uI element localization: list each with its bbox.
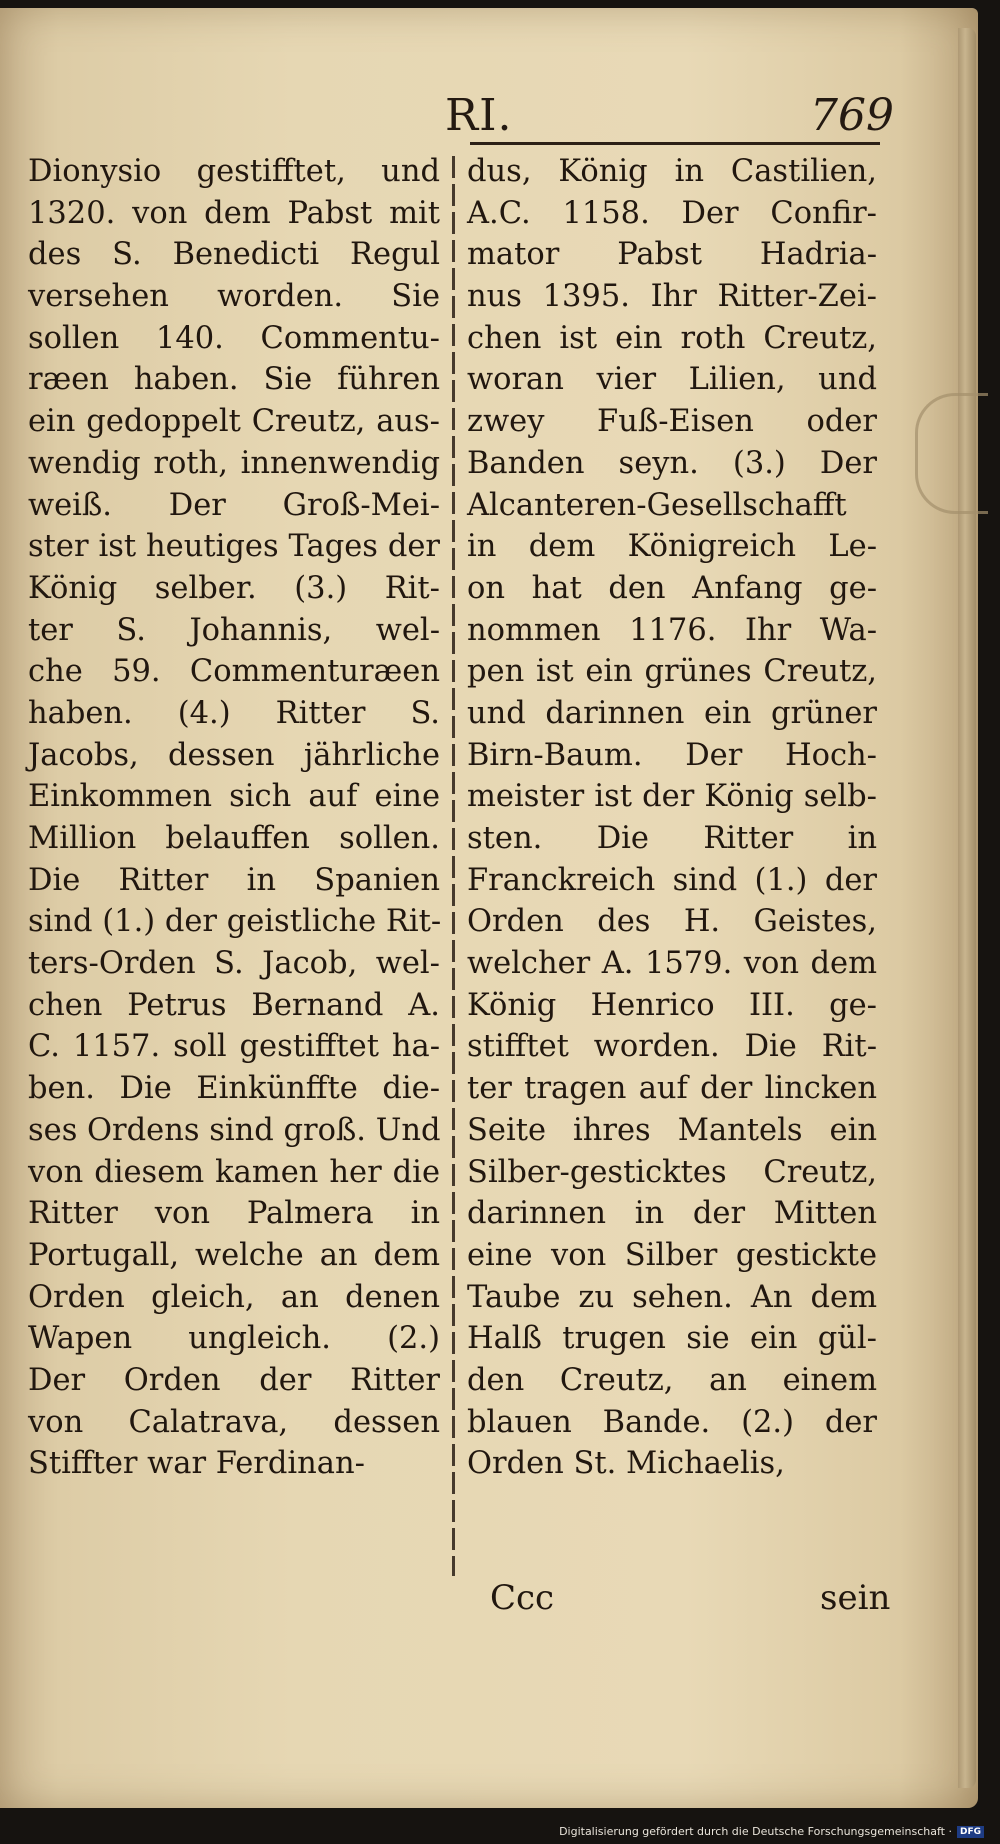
right-text-line: nus 1395. Ihr Ritter-Zei- xyxy=(467,279,877,315)
right-text-line: woran vier Lilien, und xyxy=(467,362,877,398)
left-text-line: Wapen ungleich. (2.) xyxy=(28,1321,440,1357)
left-text-line: Million belauffen sollen. xyxy=(28,821,440,856)
right-text-line: Franckreich sind (1.) der xyxy=(467,862,877,898)
left-text-column xyxy=(28,151,440,1485)
right-text-line: König Henrico III. ge- xyxy=(467,987,877,1023)
right-text-line: darinnen in der Mitten xyxy=(467,1196,877,1232)
right-text-line: nommen 1176. Ihr Wa- xyxy=(467,612,877,648)
digitization-credit xyxy=(559,1825,984,1838)
left-text-line: chen Petrus Bernand A. xyxy=(28,987,440,1023)
left-text-line: sollen 140. Commentu- xyxy=(28,320,440,356)
right-text-line: pen ist ein grünes Creutz, xyxy=(467,654,877,690)
left-text-line: ben. Die Einkünffte die- xyxy=(28,1071,440,1107)
right-text-line: in dem Königreich Le- xyxy=(467,529,877,565)
left-text-line: ters-Orden S. Jacob, wel- xyxy=(28,946,440,982)
column-divider xyxy=(452,156,455,1576)
right-text-line: zwey Fuß-Eisen oder xyxy=(467,404,877,440)
right-text-line: chen ist ein roth Creutz, xyxy=(467,320,877,356)
right-text-line: Silber-gesticktes Creutz, xyxy=(467,1154,877,1190)
left-text-line: C. 1157. soll gestifftet ha- xyxy=(28,1029,440,1065)
right-text-line: dus, König in Castilien, xyxy=(467,154,877,189)
left-text-line: Einkommen sich auf eine xyxy=(28,779,440,815)
right-text-column xyxy=(467,151,877,1485)
left-text-line: Der Orden der Ritter xyxy=(28,1362,440,1398)
right-text-line: Alcanteren-Gesellschafft xyxy=(467,487,847,523)
left-text-line: ræen haben. Sie führen xyxy=(28,362,440,398)
left-text-line: weiß. Der Groß-Mei- xyxy=(28,487,440,523)
left-text-line: des S. Benedicti Regul xyxy=(28,237,440,273)
right-text-line: A.C. 1158. Der Confir- xyxy=(467,195,877,231)
right-text-line: meister ist der König selb- xyxy=(467,779,877,815)
left-text-line: Orden gleich, an denen xyxy=(28,1279,440,1315)
left-text-line: Jacobs, dessen jährliche xyxy=(28,737,440,773)
left-text-line: von diesem kamen her die xyxy=(28,1154,440,1190)
left-text-line: ster ist heutiges Tages der xyxy=(28,529,440,565)
right-text-line: Orden des H. Geistes, xyxy=(467,904,877,940)
dfg-logo: DFG xyxy=(957,1826,984,1838)
left-text-line: ses Ordens sind groß. Und xyxy=(28,1112,441,1148)
signature-mark: Ccc xyxy=(490,1578,555,1618)
left-text-line: che 59. Commenturæen xyxy=(28,654,440,690)
left-text-line: von Calatrava, dessen xyxy=(28,1404,440,1440)
right-text-line: Birn-Baum. Der Hoch- xyxy=(467,737,877,773)
left-text-line: Stiffter war Ferdinan- xyxy=(28,1446,365,1482)
page-footer xyxy=(0,1578,978,1628)
right-text-line: welcher A. 1579. von dem xyxy=(467,946,877,982)
right-text-line: den Creutz, an einem xyxy=(467,1362,877,1398)
right-text-line: Orden St. Michaelis, xyxy=(467,1446,785,1482)
right-text-line: mator Pabst Hadria- xyxy=(467,237,877,273)
right-text-line: Seite ihres Mantels ein xyxy=(467,1112,877,1148)
page-edge xyxy=(958,28,976,1788)
left-text-line: 1320. von dem Pabst mit xyxy=(28,195,440,231)
left-text-line: König selber. (3.) Rit- xyxy=(28,570,440,606)
page-number: 769 xyxy=(810,90,894,141)
catchword: sein xyxy=(820,1578,891,1618)
right-text-line: Banden seyn. (3.) Der xyxy=(467,445,877,481)
left-text-line: ter S. Johannis, wel- xyxy=(28,612,440,648)
left-text-line: wendig roth, innenwendig xyxy=(28,445,440,481)
right-text-line: Taube zu sehen. An dem xyxy=(467,1279,877,1315)
credit-text: Digitalisierung gefördert durch die Deutsche Forschungsgemeinschaft · xyxy=(559,1825,952,1838)
right-text-line: eine von Silber gestickte xyxy=(467,1237,877,1273)
right-text-line: und darinnen ein grüner xyxy=(467,695,877,731)
book-page xyxy=(0,8,978,1808)
left-text-line: Die Ritter in Spanien xyxy=(28,862,440,898)
left-text-line: haben. (4.) Ritter S. xyxy=(28,695,440,731)
right-text-line: on hat den Anfang ge- xyxy=(467,570,877,606)
right-text-line: Halß trugen sie ein gül- xyxy=(467,1321,877,1357)
page-header xyxy=(0,90,900,150)
page-fold-mark xyxy=(915,393,988,514)
left-text-line: versehen worden. Sie xyxy=(28,279,440,315)
header-rule xyxy=(470,142,880,145)
right-text-line: ter tragen auf der lincken xyxy=(467,1071,877,1107)
left-text-line: sind (1.) der geistliche Rit- xyxy=(28,904,442,940)
running-head: RI. xyxy=(445,90,513,141)
left-text-line: Dionysio gestifftet, und xyxy=(28,154,440,189)
left-text-line: ein gedoppelt Creutz, aus- xyxy=(28,404,440,440)
right-text-line: blauen Bande. (2.) der xyxy=(467,1404,877,1440)
right-text-line: stifftet worden. Die Rit- xyxy=(467,1029,877,1065)
left-text-line: Portugall, welche an dem xyxy=(28,1237,440,1273)
right-text-line: sten. Die Ritter in xyxy=(467,821,877,856)
left-text-line: Ritter von Palmera in xyxy=(28,1196,440,1232)
